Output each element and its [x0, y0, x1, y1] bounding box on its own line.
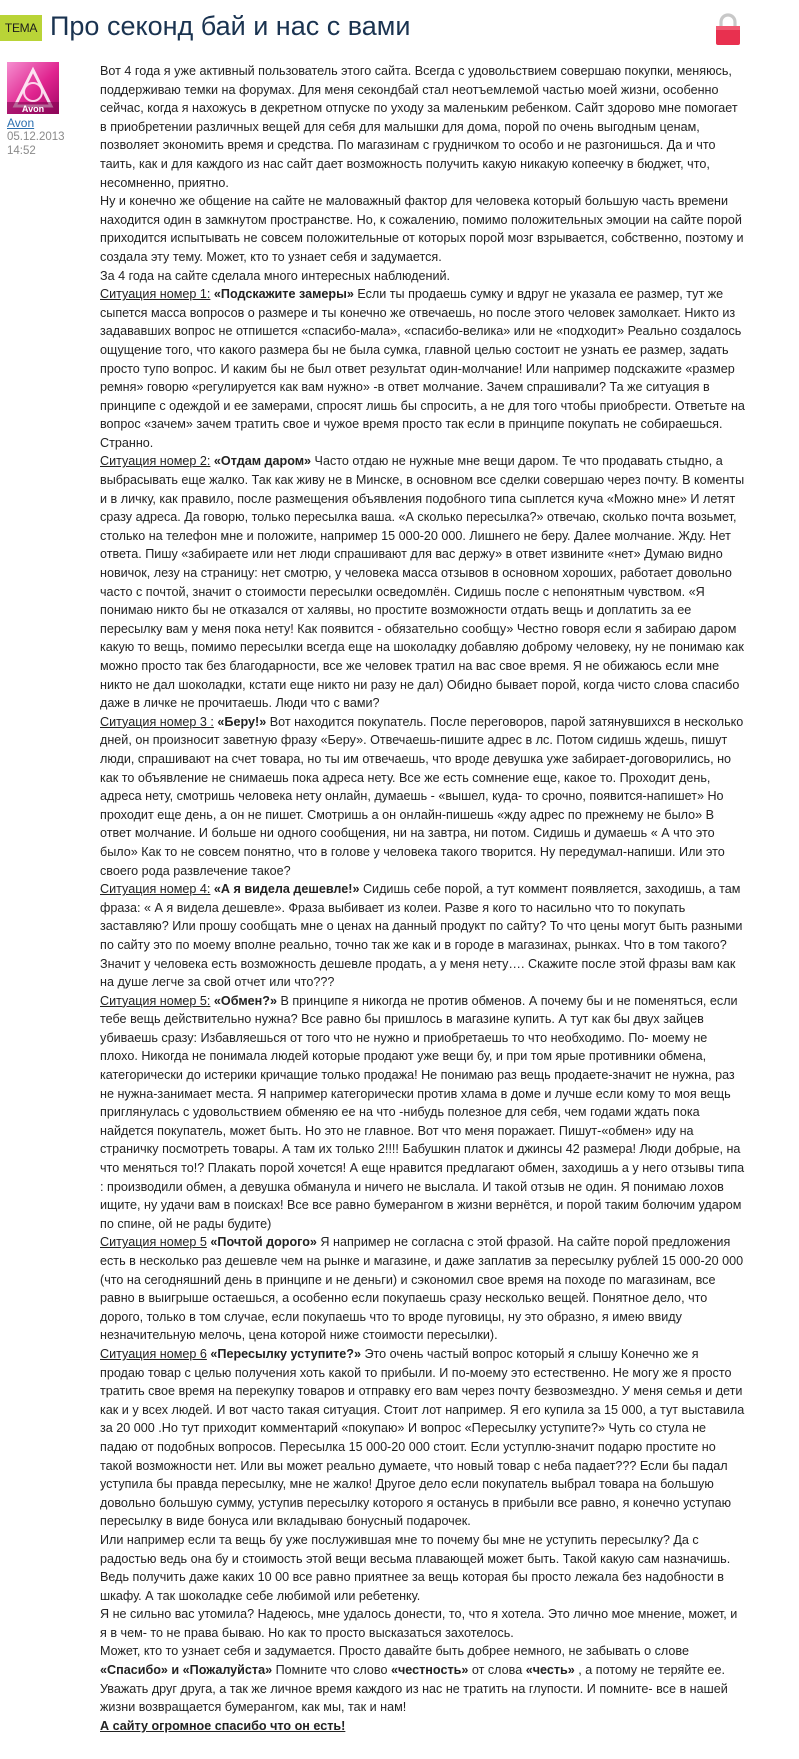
situation-6: [100, 1233, 745, 1345]
post-paragraph: Ну и конечно же общение на сайте не маловажный фактор для человека который большую часть времени находится один в замкнутом пространстве. Но, к сожалению, помимо положительных эмоции на сайте порой приходится испытывать не совсем положительные от которых порой мозг взрывается, собственно, поэтому и создала эту тему. Может, кто то узнает себя и задумается.: [100, 194, 744, 264]
situation-4: [100, 880, 745, 992]
page-title: Про секонд бай и нас с вами: [50, 11, 411, 41]
topic-header: [0, 0, 799, 55]
situation-label: Ситуация номер 3 :: [100, 714, 214, 729]
situation-1: [100, 285, 745, 452]
situation-label: Ситуация номер 6: [100, 1346, 207, 1361]
post-time: 14:52: [7, 145, 36, 157]
situation-2: [100, 452, 745, 712]
avatar-brand-text: Avon: [21, 104, 45, 114]
situation-text: Если ты продаешь сумку и вдруг не указала ее размер, тут же сыпется масса вопросов о размере и ты конечно же отвечаешь, но после этого человек замолкает. Никто из задававших вопрос не отпишется «спасибо-мала», «спасибо-велика» или не «подходит» Реально создалось ощущение того, что какого размера бы не была сумка, главной целью состоит не узнать ее размер, задать просто тупо вопрос. И каким бы не был ответ результат один-молчание! Или например подскажите «размер ремня» говорю «регулируется как вам нужно» -в ответ молчание. Зачем спрашивали? Та же ситуация в принципе с одеждой и ее замерами, спросят лишь бы спросить, а не для того чтобы приобрести. Ответьте на вопрос «зачем» зачем тратить свое и чужое время просто так если в принципе покупать не собираешься. Странно.: [100, 287, 745, 450]
text-segment: от слова: [468, 1663, 526, 1678]
post-body: [100, 62, 745, 1735]
closing-line: А сайту огромное спасибо что он есть!: [100, 1718, 346, 1733]
situation-5: [100, 992, 745, 1234]
author-block: [7, 62, 87, 158]
text-segment: , а потому не теряйте ее. Уважать друг друга, а так же личное время каждого из нас не тратить на глупости. И помните- все в нашей жизни возвращается бумерангом, как мы, так и нам!: [100, 1663, 728, 1715]
situation-label: Ситуация номер 4:: [100, 882, 211, 897]
post-paragraph: За 4 года на сайте сделала много интересных наблюдений.: [100, 268, 451, 283]
situation-7: [100, 1345, 745, 1531]
situation-label: Ситуация номер 5: [100, 1235, 207, 1250]
post-paragraph: Или например если та вещь бу уже послужившая мне то почему бы мне не уступить пересылку? Да с радостью ведь она бу и стоимость этой вещи весьма плавающей может быть. Такой какую сам назначишь. Ведь получить даже каких 10 00 все равно приятнее за вещь которая бы просто лежала без надобности в шкафу. А так шоколадке себе любимой или ребетенку.: [100, 1532, 731, 1603]
avatar[interactable]: [7, 62, 59, 114]
post-paragraph: Вот 4 года я уже активный пользователь этого сайта. Всегда с удовольствием совершаю покупки, меняюсь, поддерживаю темки на форумах. Для меня секондбай стал неотъемлемой частью моей жизни, особенно сейчас, когда я нахожусь в декретном отпуске по уходу за маленьким ребенком. Сайт здорово мне помогает в приобретении различных вещей для себя для малышки для дома, порой по очень выгодным ценам, позволяет экономить время и средства. По магазинам с грудничком то особо и не разгонишься. Да и что таить, как и для каждого из нас сайт дает возможность получить какую никакую копеечку в бюджет, что, несомненно, приятно.: [100, 64, 738, 190]
situation-label: Ситуация номер 2:: [100, 454, 211, 469]
situation-title: «Почтой дорого»: [210, 1235, 317, 1250]
bold-segment: «честь»: [525, 1663, 575, 1678]
post-paragraph: [100, 1642, 745, 1716]
author-link[interactable]: Avon: [7, 116, 35, 130]
situation-title: «А я видела дешевле!»: [213, 882, 360, 897]
situation-title: «Отдам даром»: [213, 454, 312, 469]
post-paragraph: Я не сильно вас утомила? Надеюсь, мне удалось донести, то, что я хотела. Это лично мое мнение, может, и я в чем- то не права бываю. Но как то просто высказаться захотелось.: [100, 1607, 738, 1640]
situation-text: Я например не согласна с этой фразой. На сайте порой предложения есть в несколько раз дешевле чем на рынке и магазине, и даже заплатив за пересылку рублей 15 000-20 000 (что на сегодняшний день в принципе и не деньги) и сэкономил свое время на походе по магазинам, все равно в выигрыше остаешься, а особенно если покупаешь сразу несколько вещей. Понятное дело, что дорого, только в том случае, если покупаешь что то вроде пуговицы, ну это образно, я имею ввиду незначительную мелочь, цена которой ниже стоимости пересылки).: [100, 1235, 744, 1343]
situation-label: Ситуация номер 5:: [100, 993, 211, 1008]
situation-text: Вот находится покупатель. После переговоров, парой затянувшихся в несколько дней, он произносит заветную фразу «Беру». Отвечаешь-пишите адрес в лс. Потом сидишь ждешь, пишут люди, спрашивают на счет товара, но ты им отвечаешь, что вроде девушка уже забирает-договорились, но как то объявление не снимаешь пока адреса нету. Все же есть сомнение еще, какое то. Проходит день, адреса нету, смотришь человека нету онлайн, думаешь - «вышел, куда- то срочно, появится-напишет» Но проходит еще день, а он не пишет. Смотришь а он онлайн-пишешь «жду адрес по прежнему не было» В ответ молчание. И больше ни одного сообщения, ни на завтра, ни потом. Сидишь и думаешь « А что это было» Как то не совсем понятно, что в голове у человека такого творится. Ну передумал-напиши. Или это своего рода развлечение такое?: [100, 714, 744, 878]
situation-text: Часто отдаю не нужные мне вещи даром. Те что продавать стыдно, а выбрасывать еще жалко. Так как живу не в Минске, в основном все сделки совершаю через почту. В коменты и в личку, как правило, после размещения объявления подобного типа сыплется куча «Можно мне» И летят сразу адреса. Да говорю, только пересылка ваша. «А сколько пересылка?» отвечаю, сколько почта возьмет, столько на телефон мне и положите, например 15 000-20 000. Лишнего не беру. Далее молчание. Жду. Нет ответа. Пишу «забираете или нет люди спрашивают для вас держу» в ответ извините «нет» Думаю видно новичок, лезу на страницу: нет смотрю, у человека масса отзывов в основном хороших, работает довольно часто с почтой, значит о стоимости пересылки осведомлён. Сидишь после с непонятным чувством. «Я понимаю никто бы не отказался от халявы, но простите возможности отдать вещь и доплатить за ее пересылку вам у меня пока нету! Как появится - обязательно сообщу» Честно говоря если я забираю даром какую то вещь, помимо пересылки всегда еще на шоколадку добавляю доброму человеку, ну не понимаю как можно просто так без благодарности, все же человек тратил на вас свое время. Я не обижаюсь если мне никто не дал шоколадки, кстати еще никто ни разу не дал) Обидно бывает порой, когда чисто слова спасибо даже в личке не прочитаешь. Люди что с вами?: [100, 454, 745, 711]
topic-tag: ТЕМА: [0, 15, 42, 41]
situation-text: Сидишь себе порой, а тут коммент появляется, заходишь, а там фраза: « А я видела дешевле». Фраза выбивает из колеи. Разве я кого то насильно что то покупать заставляю? Или прошу сообщать мне о ценах на данный продукт по сайту? То что цены могут быть разными по сайту это по моему вполне реально, точно так же как и в городе в магазинах, рынках. Что в том такого? Значит у человека есть возможность дешевле продать, а у меня нету…. Скажите после этой фразы вам как на душе легче за свой отчет или что???: [100, 882, 743, 990]
bold-segment: «Спасибо» и «Пожалуйста»: [100, 1663, 273, 1678]
situation-text: Это очень частый вопрос который я слышу Конечно же я продаю товар с целью получения хоть какой то прибыли. И по-моему это естественно. Не могу же я просто тратить свое время на перекупку товаров и отправку его вам через почту безвозмездно. У меня семья и дети как и у всех людей. И вот часто такая ситуация. Стоит лот например. Я его купила за 15 000, а тут выставила за 20 000 .Но тут приходит комментарий «покупаю» И вопрос «Пересылку уступите?» Чуть со стула не падаю от подобных вопросов. Пересылка 15 000-20 000 стоит. Если уступлю-значит подарю простите но такой возможности нет. Или вы может реально думаете, что новый товар с неба падает??? Если бы падал уступила бы правда пересылку, мне не жалко! Другое дело если покупатель выбрал товара на большую довольно большую сумму, уступив пересылку которого я останусь в прибыли все равно, я конечно уступаю пересылку в виде бонуса или вкладываю бонусный подарочек.: [100, 1346, 745, 1529]
lock-icon: [715, 12, 741, 46]
situation-title: «Беру!»: [217, 714, 267, 729]
situation-label: Ситуация номер 1:: [100, 287, 211, 302]
avatar-logo-icon: [7, 62, 59, 114]
bold-segment: «честность»: [390, 1663, 469, 1678]
post-date: 05.12.2013: [7, 131, 65, 143]
text-segment: Может, кто то узнает себя и задумается. Просто давайте быть добрее немного, не забывать о слове: [100, 1644, 689, 1659]
situation-title: «Пересылку уступите?»: [210, 1346, 361, 1361]
situation-3: [100, 713, 745, 880]
situation-title: «Подскажите замеры»: [213, 287, 354, 302]
situation-title: «Обмен?»: [213, 993, 277, 1008]
situation-text: В принципе я никогда не против обменов. А почему бы и не поменяться, если тебе вещь действительно нужна? Все равно бы пришлось в магазине купить. А тут как бы двух зайцев убиваешь сразу: Избавляешься от того что не нужно и приобретаешь то что необходимо. По- моему не плохо. Никогда не понимала людей которые продают уже вещи бу, и при том ярые противники обмена, категорически до истерики кричащие только продажа! Не понимаю раз вещь продаете-значит не нужна, раз не нужна-занимает места. Я например категорически против хлама в доме и лучше если кому то моя вещь приглянулась с удовольствием обменяю ее на что -нибудь полезное для себя, чем годами ждать пока найдется покупатель, может быть. Но это не главное. Вот что меня поражает. Пишут-«обмен» иду на страничку посмотреть товары. А там их только 2!!!! Бабушкин платок и джинсы 42 размера! Люди добрые, на что меняться то!? Плакать порой хочется! А еще нравится предлагают обмен, заходишь а у него отзывы типа : производили обмен, а девушка обманула и ничего не выслала. И такой отзыв не один. Я понимаю лохов ищите, ну удачи вам в поисках! Все все равно бумерангом в жизни вернётся, и порой таким болючим ударом по спине, ой не рады будите): [100, 993, 745, 1231]
text-segment: Помните что слово: [272, 1663, 391, 1678]
